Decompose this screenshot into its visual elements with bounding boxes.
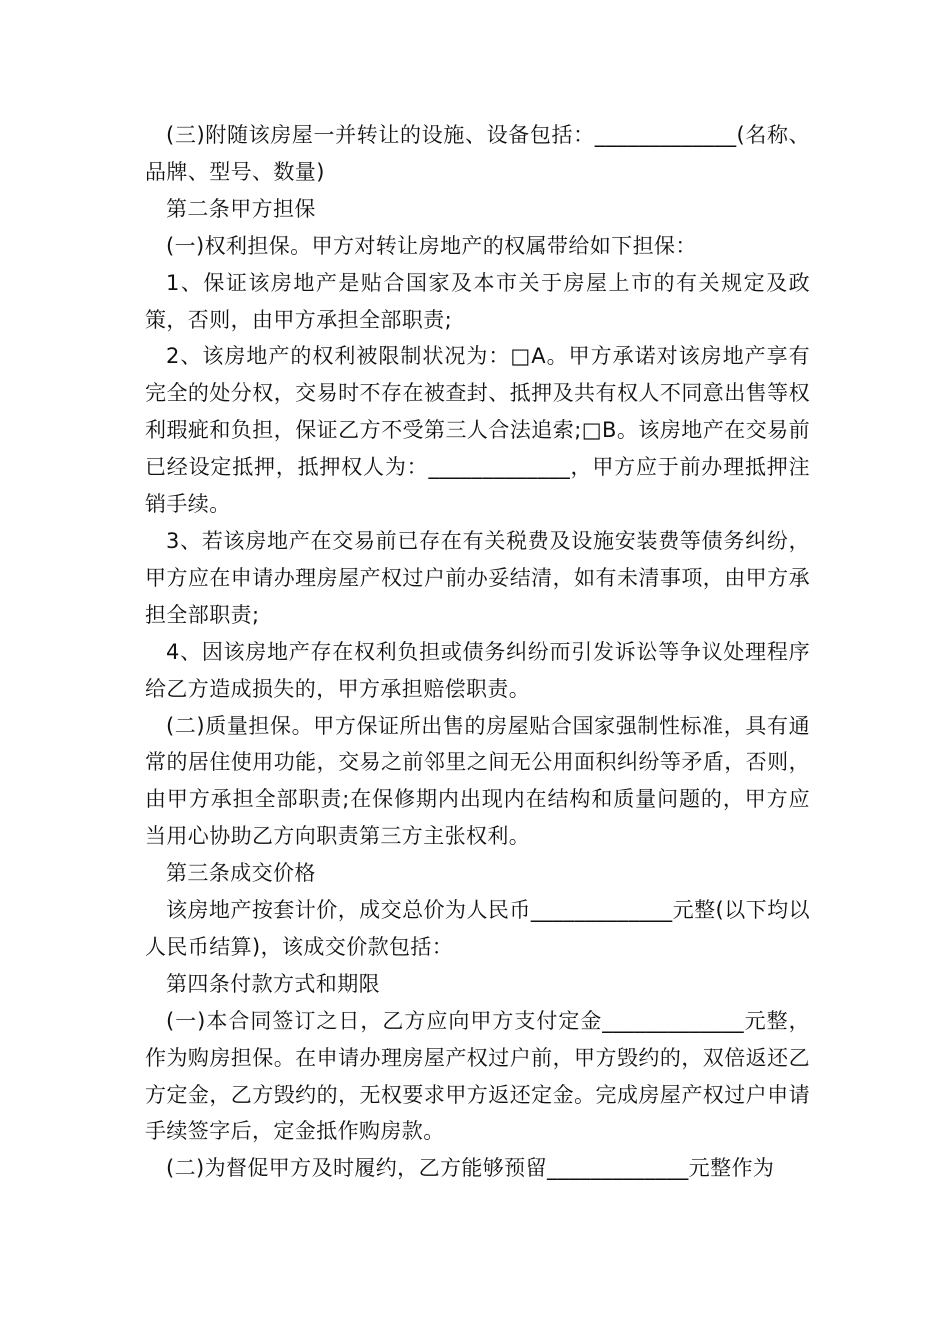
paragraph-rights-guarantee: (一)权利担保。甲方对转让房地产的权属带给如下担保： (166, 233, 697, 258)
document-body (145, 117, 810, 1187)
heading-article-4: 第四条付款方式和期限 (166, 971, 380, 996)
paragraph-clause-1: 1、保证该房地产是贴合国家及本市关于房屋上市的有关规定及政策，否则，由甲方承担全部职责; (145, 270, 810, 332)
paragraph-clause-2: 2、该房地产的权利被限制状况为：□A。甲方承诺对该房地产享有完全的处分权，交易时不存在被查封、抵押及共有权人不同意出售等权利瑕疵和负担，保证乙方不受第三人合法追索;□B。该房地产在交易前已经设定抵押，抵押权人为：_____________，甲方应于前办理抵押注销手续。 (145, 344, 810, 517)
paragraph-quality-guarantee: (二)质量担保。甲方保证所出售的房屋贴合国家强制性标准，具有通常的居住使用功能，交易之前邻里之间无公用面积纠纷等矛盾，否则，由甲方承担全部职责;在保修期内出现内在结构和质量问题的，甲方应当用心协助乙方向职责第三方主张权利。 (145, 713, 810, 849)
paragraph-deposit: (一)本合同签订之日，乙方应向甲方支付定金_____________元整，作为购房担保。在申请办理房屋产权过户前，甲方毁约的，双倍返还乙方定金，乙方毁约的，无权要求甲方返还定金。完成房屋产权过户申请手续签字后，定金抵作购房款。 (145, 1008, 810, 1144)
paragraph-facilities: (三)附随该房屋一并转让的设施、设备包括：_____________(名称、品牌、型号、数量) (145, 123, 810, 184)
paragraph-retention: (二)为督促甲方及时履约，乙方能够预留_____________元整作为 (166, 1156, 775, 1181)
paragraph-clause-3: 3、若该房地产在交易前已存在有关税费及设施安装费等债务纠纷，甲方应在申请办理房屋产权过户前办妥结清，如有未清事项，由甲方承担全部职责; (145, 528, 810, 627)
heading-article-3: 第三条成交价格 (166, 861, 316, 886)
paragraph-price: 该房地产按套计价，成交总价为人民币_____________元整(以下均以人民币结算)，该成交价款包括： (145, 898, 810, 959)
paragraph-clause-4: 4、因该房地产存在权利负担或债务纠纷而引发诉讼等争议处理程序给乙方造成损失的，甲方承担赔偿职责。 (145, 639, 810, 701)
heading-article-2: 第二条甲方担保 (166, 196, 316, 221)
